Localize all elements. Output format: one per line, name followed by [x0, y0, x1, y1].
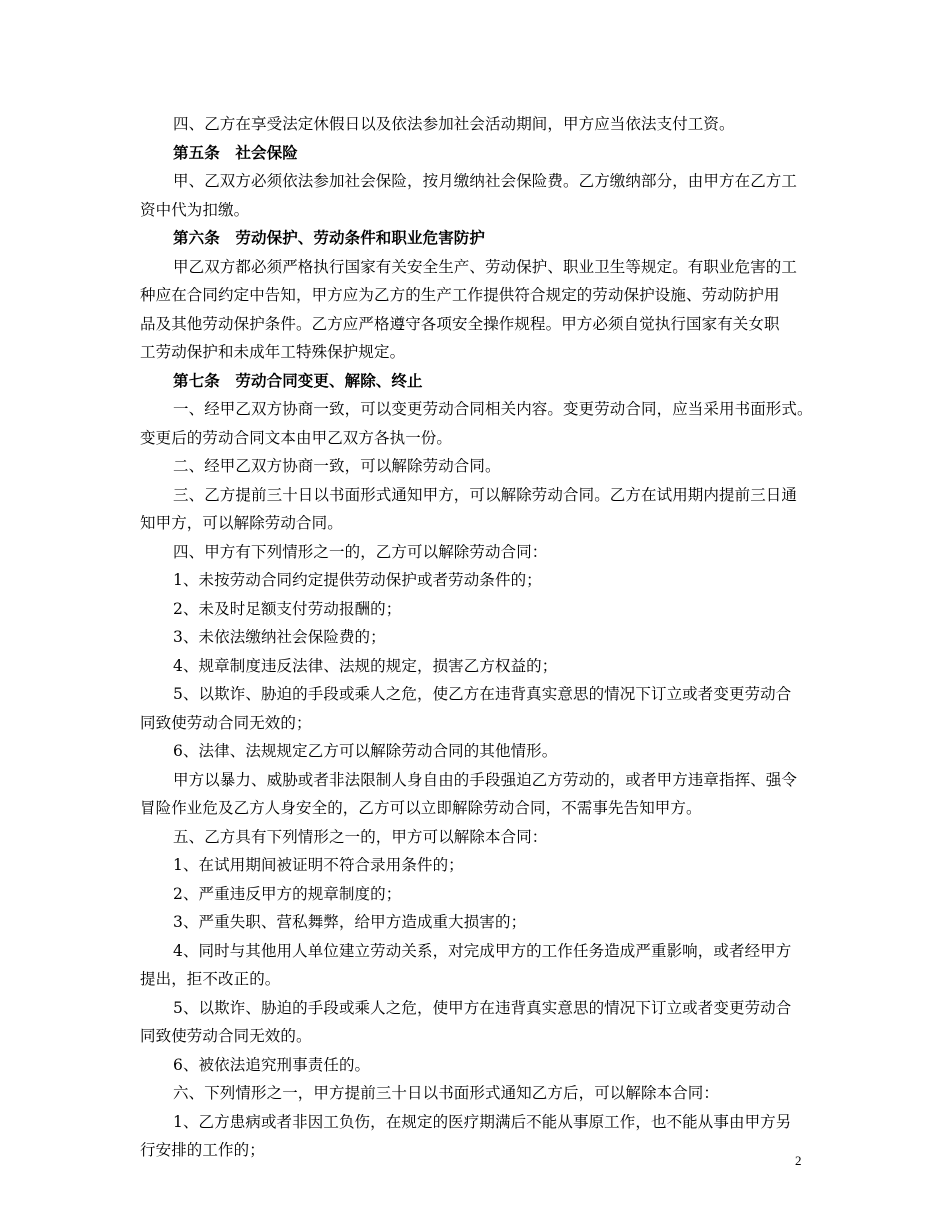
paragraph-line: 同致使劳动合同无效的。: [140, 1027, 312, 1045]
paragraph-line: 同致使劳动合同无效的；: [140, 713, 312, 732]
page-number: 2: [795, 1153, 802, 1168]
list-item: 2、严重违反甲方的规章制度的；: [173, 884, 402, 903]
paragraph-line: 冒险作业危及乙方人身安全的，乙方可以立即解除劳动合同，不需事先告知甲方。: [140, 799, 702, 817]
document-body: [140, 110, 820, 1165]
paragraph-line: 种应在合同约定中告知，甲方应为乙方的生产工作提供符合规定的劳动保护设施、劳动防护用: [140, 286, 780, 304]
paragraph-line: 甲方以暴力、威胁或者非法限制人身自由的手段强迫乙方劳动的，或者甲方违章指挥、强令: [173, 770, 798, 789]
paragraph-line: 品及其他劳动保护条件。乙方应严格遵守各项安全操作规程。甲方必须自觉执行国家有关女职: [140, 314, 780, 333]
list-item: 4、同时与其他用人单位建立劳动关系，对完成甲方的工作任务造成严重影响，或者经甲方: [173, 941, 792, 960]
paragraph-line: 提出，拒不改正的。: [140, 970, 281, 988]
paragraph-line: 四、乙方在享受法定休假日以及依法参加社会活动期间，甲方应当依法支付工资。: [173, 115, 735, 133]
paragraph-line: 工劳动保护和未成年工特殊保护规定。: [140, 343, 406, 361]
paragraph-line: 行安排的工作的；: [140, 1141, 265, 1159]
paragraph-line: 甲、乙双方必须依法参加社会保险，按月缴纳社会保险费。乙方缴纳部分，由甲方在乙方工: [173, 172, 798, 190]
paragraph-line: 六、下列情形之一，甲方提前三十日以书面形式通知乙方后，可以解除本合同：: [173, 1084, 720, 1102]
list-item: 6、法律、法规规定乙方可以解除劳动合同的其他情形。: [173, 742, 558, 760]
list-item: 4、规章制度违反法律、法规的规定，损害乙方权益的；: [173, 656, 558, 675]
paragraph-line: 知甲方，可以解除劳动合同。: [140, 514, 343, 532]
paragraph-line: 变更后的劳动合同文本由甲乙双方各执一份。: [140, 428, 453, 447]
paragraph-line: 资中代为扣缴。: [140, 200, 250, 219]
paragraph-line: 五、乙方具有下列情形之一的，甲方可以解除本合同：: [173, 827, 548, 846]
section-heading: 第五条 社会保险: [173, 142, 298, 162]
list-item: 2、未及时足额支付劳动报酬的；: [173, 599, 402, 618]
list-item: 5、以欺诈、胁迫的手段或乘人之危，使甲方在违背真实意思的情况下订立或者变更劳动合: [173, 998, 792, 1017]
paragraph-line: 二、经甲乙双方协商一致，可以解除劳动合同。: [173, 457, 501, 475]
paragraph-line: 甲乙双方都必须严格执行国家有关安全生产、劳动保护、职业卫生等规定。有职业危害的工: [173, 257, 798, 276]
list-item: 3、未依法缴纳社会保险费的；: [173, 628, 386, 646]
paragraph-line: 一、经甲乙双方协商一致，可以变更劳动合同相关内容。变更劳动合同，应当采用书面形式。: [173, 400, 813, 418]
list-item: 1、乙方患病或者非因工负伤，在规定的医疗期满后不能从事原工作，也不能从事由甲方另: [173, 1112, 792, 1131]
list-item: 3、严重失职、营私舞弊，给甲方造成重大损害的；: [173, 913, 527, 931]
list-item: 1、未按劳动合同约定提供劳动保护或者劳动条件的；: [173, 571, 542, 589]
section-heading: 第六条 劳动保护、劳动条件和职业危害防护: [173, 228, 486, 247]
list-item: 5、以欺诈、胁迫的手段或乘人之危，使乙方在违背真实意思的情况下订立或者变更劳动合: [173, 685, 792, 703]
section-heading: 第七条 劳动合同变更、解除、终止: [173, 370, 423, 390]
paragraph-line: 三、乙方提前三十日以书面形式通知甲方，可以解除劳动合同。乙方在试用期内提前三日通: [173, 485, 798, 504]
list-item: 1、在试用期间被证明不符合录用条件的；: [173, 856, 464, 874]
list-item: 6、被依法追究刑事责任的。: [173, 1055, 371, 1074]
paragraph-line: 四、甲方有下列情形之一的，乙方可以解除劳动合同：: [173, 542, 548, 561]
